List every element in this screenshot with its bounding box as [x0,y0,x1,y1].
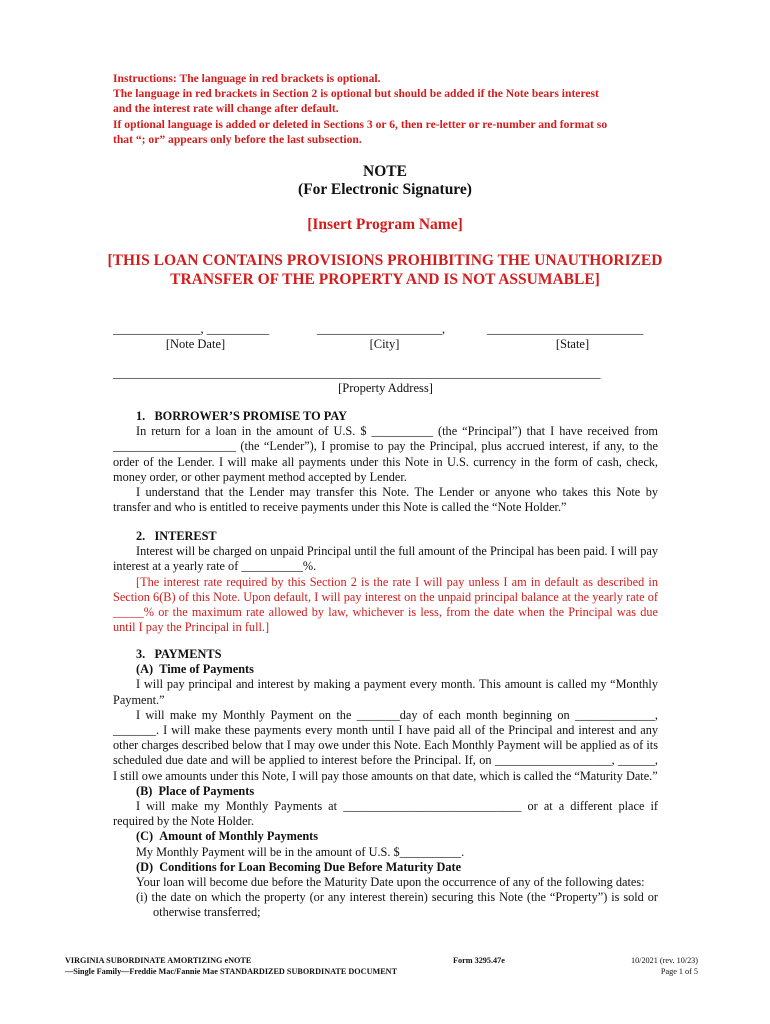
note-date-field: ______________, __________ [113,322,270,336]
paragraph: Interest will be charged on unpaid Principal until the full amount of the Principal has been paid. I will pay interest at a yearly rate of __________%. [113,544,658,574]
footer-form-title [65,955,397,977]
instruction-line: that “; or” appears only before the last subsection. [113,132,362,146]
instruction-line: Instructions: The language in red brackets is optional. [113,72,381,85]
footer-form-number: Form 3295.47e [453,956,505,965]
optional-paragraph: [The interest rate required by this Section 2 is the rate I will pay unless I am in default as described in Section 6(B) of this Note. Upon default, I will pay interest on the unpaid principal balance at the yearly rate of _____% or the maximum rate allowed by law, whichever is less, from the date when the Principal was due until I pay the Principal in full.] [113,574,658,635]
document-title: NOTE [363,163,407,180]
property-address-label: [Property Address] [338,381,433,395]
paragraph: Your loan will become due before the Maturity Date upon the occurrence of any of the following dates: [136,875,645,890]
transfer-warning-line: TRANSFER OF THE PROPERTY AND IS NOT ASSUMABLE] [170,270,600,288]
section-3 [113,647,658,921]
city-field: ____________________, [317,322,446,336]
instructions-block [113,71,658,147]
paragraph: I understand that the Lender may transfer this Note. The Lender or anyone who takes this Note by transfer and who is entitled to receive payments under this Note is called the “Note Holder.” [113,485,658,515]
paragraph: I will pay principal and interest by making a payment every month. This amount is called my “Monthly Payment.” [113,677,658,707]
state-label: [State] [555,337,590,351]
paragraph: I will make my Monthly Payment on the _______day of each month beginning on _____________, _______. I will make these payments every month until I have paid all of the Principal and interest and any other charges described below that I may owe under this Note. Each Monthly Payment will be applied as of its scheduled due date and will be applied to interest before the Principal. If, on ___________________, ______, I still owe amounts under this Note, I will pay those amounts on that date, which is called the “Maturity Date.” [113,707,658,783]
program-name: [Insert Program Name] [307,216,463,233]
subsection-heading: (C) Amount of Monthly Payments [136,829,319,844]
section-2 [113,529,658,635]
transfer-warning [0,252,770,289]
footer-revision [631,955,698,977]
footer-line: —Single Family—Freddie Mac/Fannie Mae STANDARDIZED SUBORDINATE DOCUMENT [65,967,398,976]
state-field: _________________________ [487,322,644,336]
page-number: Page 1 of 5 [660,967,698,976]
section-1 [113,409,658,515]
paragraph: I will make my Monthly Payments at _____________________________ or at a different place if required by the Note Holder. [113,799,658,829]
note-date-label: [Note Date] [165,337,226,351]
footer-rev-date: 10/2021 (rev. 10/23) [630,956,698,965]
section-heading: 3. PAYMENTS [136,647,222,661]
paragraph: In return for a loan in the amount of U.S. $ __________ (the “Principal”) that I have received from ____________________ (the “Lender”), I promise to pay the Principal, plus accrued interest, if any, to the order of the Lender. I will make all payments under this Note in U.S. currency in the form of cash, check, money order, or other payment method accepted by Lender. [113,424,658,484]
instruction-line: and the interest rate will change after default. [113,102,339,116]
section-heading: 2. INTEREST [136,529,217,543]
property-address-field: ______________________________________________________________________________ [113,366,601,380]
document-subtitle: (For Electronic Signature) [298,181,472,198]
city-label: [City] [369,337,400,351]
section-heading: 1. BORROWER’S PROMISE TO PAY [136,409,348,423]
footer-line: VIRGINIA SUBORDINATE AMORTIZING eNOTE [65,956,252,965]
subsection-heading: (B) Place of Payments [136,783,255,798]
paragraph: My Monthly Payment will be in the amount of U.S. $__________. [136,844,465,859]
instruction-line: The language in red brackets in Section 2 is optional but should be added if the Note bears interest [113,87,599,101]
instruction-line: If optional language is added or deleted in Sections 3 or 6, then re-letter or re-number and format so [113,117,608,131]
list-item: (i) the date on which the property (or any interest therein) securing this Note (the “Property”) is sold or otherwise transferred; [136,890,658,920]
transfer-warning-line: [THIS LOAN CONTAINS PROVISIONS PROHIBITING THE UNAUTHORIZED [107,252,663,269]
subsection-heading: (D) Conditions for Loan Becoming Due Before Maturity Date [136,859,462,874]
subsection-heading: (A) Time of Payments [136,662,254,677]
